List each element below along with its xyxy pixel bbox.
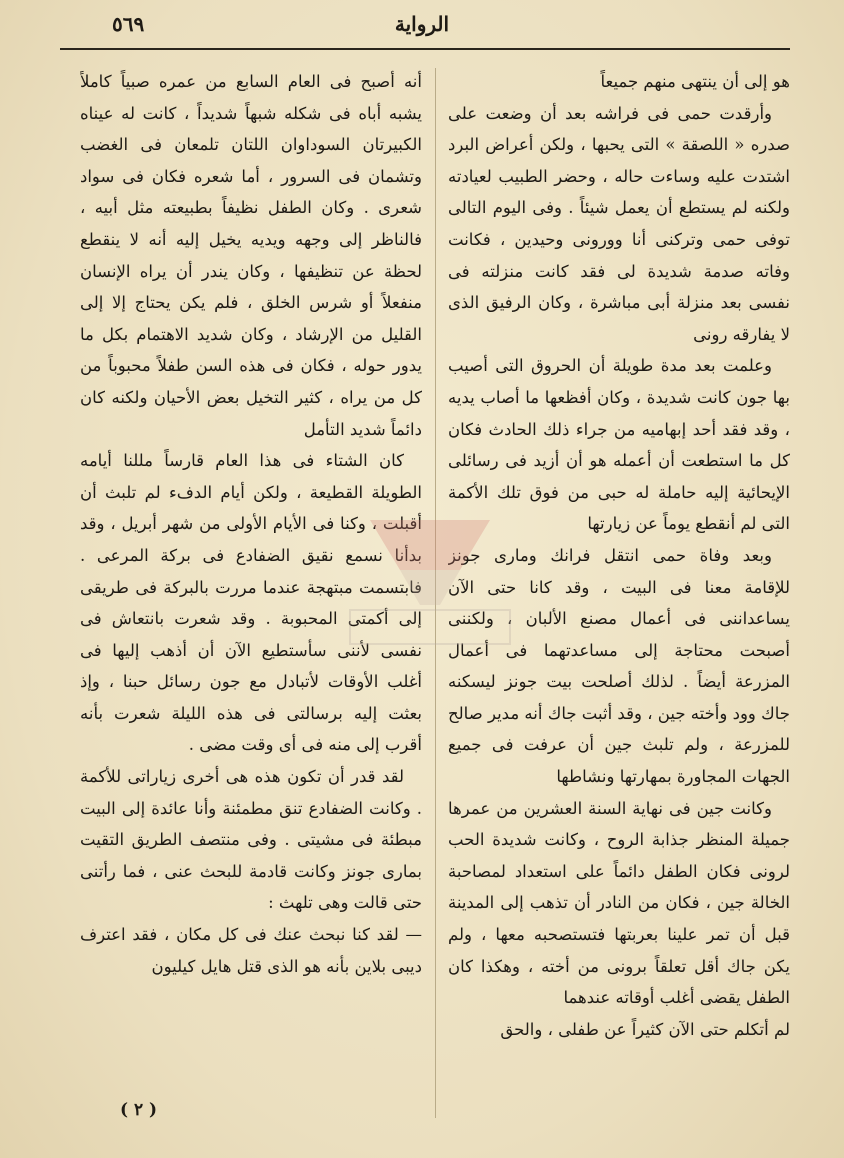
paragraph: لقد قدر أن تكون هذه هى أخرى زياراتى للأكمة . وكانت الضفادع تنق مطمئنة وأنا عائدة إلى البيت مبطئة فى مشيتى . وفى منتصف الطريق التقيت بمارى جونز وكانت قادمة للبحث عنى ، فما رأتنى حتى قالت وهى تلهث :: [80, 767, 422, 913]
left-column: [80, 66, 422, 1126]
paragraph: أنه أصبح فى العام السابع من عمره صبياً كاملاً يشبه أباه فى شكله شبهاً شديداً ، كانت له عيناه الكبيرتان السوداوان اللتان تلمعان فى الغضب وتشمان فى السرور ، أما شعره فكان فى سواد شعرى . وكان الطفل نظيفاً بطبيعته مثل أبيه ، فالناظر إلى وجهه ويديه يخيل إليه أنه لا ينقطع لحظة عن تنظيفها ، وكان يندر أن يراه الإنسان منفعلاً أو شرس الخلق ، فلم يكن يحتاج إلا إلى القليل من الإرشاد ، وكان شديد الاهتمام بكل ما يدور حوله ، فكان فى هذه السن طفلاً محبوباً من كل من يراه ، كثير التخيل بعض الأحيان ولكنه كان دائماً شديد التأمل: [80, 72, 422, 439]
page-number: ٥٦٩: [112, 12, 145, 36]
paragraph: وبعد وفاة حمى انتقل فرانك ومارى جونز للإقامة معنا فى البيت ، وقد كانا حتى الآن يساعداننى فى أعمال مصنع الألبان ، ولكننى أصبحت محتاجة إلى مساعدتهما فى أعمال المزرعة أيضاً . لذلك أصلحت بيت جونز ليسكنه جاك وود وأخته جين ، وقد أثبت جاك أنه مدير صالح للمزرعة ، ولم تلبث جين أن عرفت فى جميع الجهات المجاورة بمهارتها ونشاطها: [448, 545, 790, 787]
paragraph: وعلمت بعد مدة طويلة أن الحروق التى أصيب بها جون كانت شديدة ، وكان أفظعها ما أصاب يديه ، وقد فقد أحد إبهاميه من جراء ذلك الحادث فكان كل ما استطعت أن أعمله هو أن أزيد فى رسائلى الإيحائية إليه حاملة له حبى من فوق تلك الأكمة التى لم أنقطع يوماً عن زيارتها: [448, 356, 790, 534]
paragraph: وكانت جين فى نهاية السنة العشرين من عمرها جميلة المنظر جذابة الروح ، وكانت شديدة الحب لرونى فكان الطفل دائماً على استعداد لمصاحبة الخالة جين ، فكان من النادر أن تذهب إلى المدينة قبل أن تمر علينا بعربتها فتستصحبه معها ، ولم يكن جاك أقل تعلقاً برونى من أخته ، وهكذا كان الطفل يقضى أغلب أوقاته عندهما: [448, 798, 790, 1008]
paragraph: — لقد كنا نبحث عنك فى كل مكان ، فقد اعترف ديبى بلاين بأنه هو الذى قتل هايل كيليون: [80, 925, 422, 976]
right-column: [448, 66, 790, 1126]
paragraph: كان الشتاء فى هذا العام قارساً مللنا أيامه الطويلة القطيعة ، ولكن أيام الدفء لم تلبث أن أقبلت ، وكنا فى الأيام الأولى من شهر أبريل ، وقد بدأنا نسمع نقيق الضفادع فى بركة المرعى . فابتسمت مبتهجة عندما مررت بالبركة فى طريقى إلى أكمتى المحبوبة . وقد شعرت بانتعاش فى نفسى لأننى سأستطيع الآن أن أذهب إليها فى أغلب الأوقات لأتبادل مع جون رسائل حبنا ، وإذ بعثت إليه برسالتى فى هذه الليلة شعرت بأنه أقرب إلى منه فى أى وقت مضى .: [80, 451, 422, 755]
running-head-title: الرواية: [394, 12, 450, 36]
paragraph: هو إلى أن ينتهى منهم جميعاً: [600, 72, 790, 91]
paragraph: وأرقدت حمى فى فراشه بعد أن وضعت على صدره « اللصقة » التى يحبها ، ولكن أعراض البرد اشتدت عليه وساءت حاله ، وحضر الطبيب لعيادته ولكنه لم يستطع أن يعمل شيئاً . وفى اليوم التالى توفى حمى وتركنى أنا وورونى وحيدين ، فكانت وفاته صدمة شديدة لى فقد كانت منزلته فى نفسى بعد منزلة أبى مباشرة ، وكان الرفيق الذى لا يفارقه رونى: [448, 103, 790, 344]
signature-mark: ( ٢ ): [120, 1100, 158, 1120]
paragraph: لم أتكلم حتى الآن كثيراً عن طفلى ، والحق: [500, 1019, 790, 1039]
column-divider: [435, 68, 436, 1118]
header-rule: [60, 48, 790, 50]
